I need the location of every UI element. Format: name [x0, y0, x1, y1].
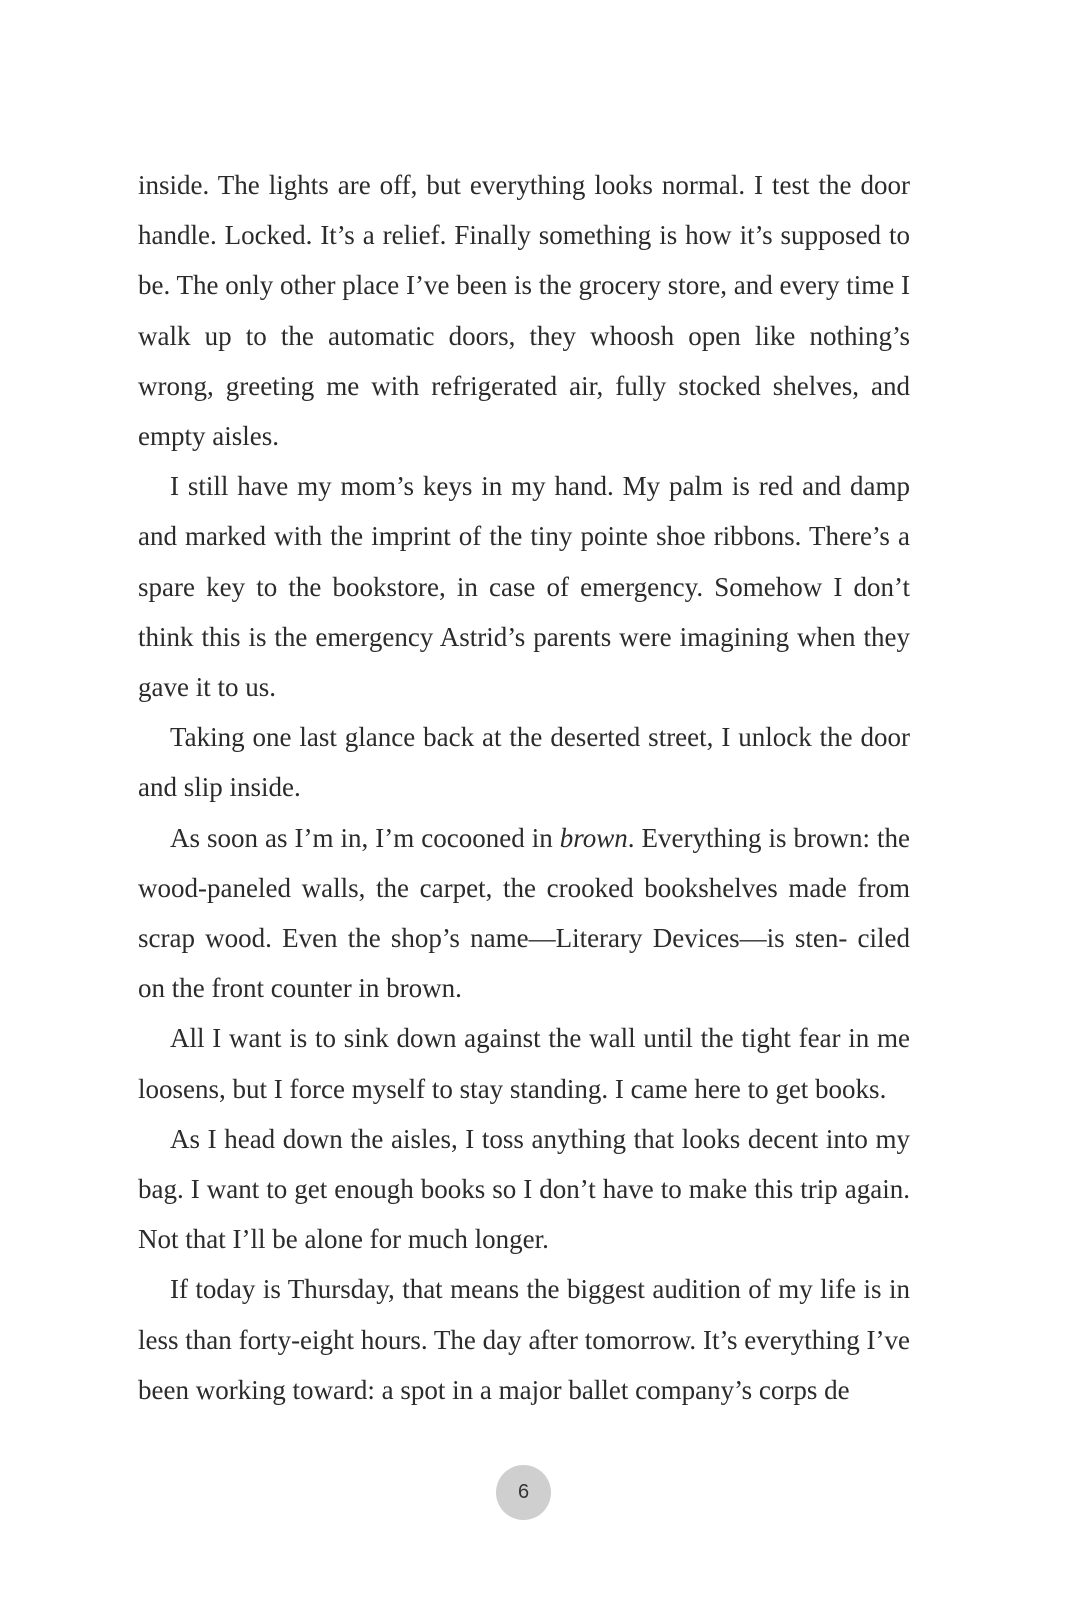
paragraph-text: All I want is to sink down against the wall until the tight fear in me loosens, but I force myself to stay standing. I came here to get books. [138, 1023, 910, 1104]
paragraph-text: I still have my mom’s keys in my hand. My palm is red and damp and marked with the imprint of the tiny pointe shoe ribbons. There’s a spare key to the bookstore, in case of emergency. Somehow I don’t think this is the emergency Astrid’s parents were imagining when they gave it to us. [138, 471, 910, 703]
paragraph-text: inside. The lights are off, but everything looks normal. I test the door handle. Locked. It’s a relief. Finally something is how it’s supposed to be. The only other place I’ve been is the grocery store, and every time I walk up to the automatic doors, they whoosh open like nothing’s wrong, greeting me with refrigerated air, fully stocked shelves, and empty aisles. [138, 170, 910, 452]
paragraph-5 [138, 1013, 910, 1113]
paragraph-6 [138, 1114, 910, 1265]
paragraph-1 [138, 160, 910, 461]
paragraph-7 [138, 1264, 910, 1415]
paragraph-3 [138, 712, 910, 812]
paragraph-text: If today is Thursday, that means the biggest audition of my life is in less than forty-eight hours. The day after tomorrow. It’s everything I’ve been working toward: a spot in a major ballet company’s corps de [138, 1274, 910, 1405]
italic-word: brown [559, 822, 628, 853]
paragraph-text: Taking one last glance back at the deserted street, I unlock the door and slip inside. [138, 722, 910, 803]
page-number: 6 [517, 1481, 530, 1503]
paragraph-text: As soon as I’m in, I’m cocooned in [170, 822, 560, 853]
body-text [138, 160, 910, 1415]
paragraph-text-continued: . Everything is brown: the wood-paneled walls, the carpet, the crooked bookshelves made from scrap wood. Even the shop’s name—Literary Devices—is sten- ciled on the front counter in brown. [138, 822, 910, 1004]
paragraph-text: As I head down the aisles, I toss anything that looks decent into my bag. I want to get enough books so I don’t have to make this trip again. Not that I’ll be alone for much longer. [138, 1123, 910, 1255]
page-number-badge [496, 1465, 551, 1520]
paragraph-4 [138, 813, 910, 1014]
paragraph-2 [138, 461, 910, 712]
